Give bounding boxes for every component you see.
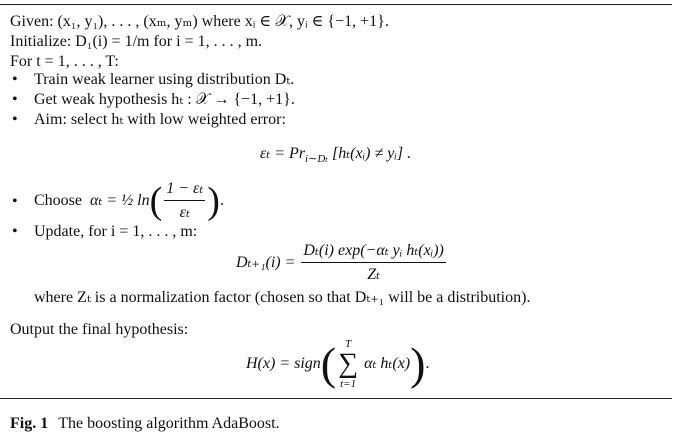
step-bullet-2: • (12, 91, 18, 108)
update-label: Update, for i = 1, . . . , m: (34, 223, 198, 240)
choose-denominator: εₜ (179, 204, 190, 221)
choose-lhs: αₜ = ½ ln (90, 192, 150, 209)
step-train: Train weak learner using distribution Dₜ. (34, 71, 295, 88)
normalization-line: where Zₜ is a normalization factor (chosen so that Dₜ₊₁ will be a distribution). (34, 289, 531, 306)
final-right-paren: ) (410, 338, 426, 389)
error-eq-sub: i∼Dₜ (305, 153, 328, 165)
final-left-paren: ( (320, 338, 337, 389)
choose-numerator: 1 − εₜ (164, 179, 205, 201)
output-line: Output the final hypothesis: (10, 321, 189, 338)
update-numerator: Dₜ(i) exp(−αₜ yᵢ hₜ(xᵢ)) (301, 241, 445, 263)
step-bullet-1: • (12, 71, 18, 88)
final-sum-bottom: t=1 (340, 378, 357, 390)
choose-label: Choose (34, 192, 82, 209)
update-fraction (301, 241, 445, 285)
final-term: αₜ hₜ(x) (364, 355, 411, 372)
error-eq-lhs: εₜ = Pr (260, 145, 306, 162)
error-equation (260, 144, 411, 165)
update-bullet: • (12, 223, 18, 240)
caption-label: Fig. 1 (10, 415, 49, 432)
choose-end: . (219, 192, 224, 209)
choose-bullet: • (12, 193, 18, 210)
update-equation (236, 240, 448, 286)
given-line: Given: (x₁, y₁), . . . , (xₘ, yₘ) where xᵢ ∈ 𝒳, yᵢ ∈ {−1, +1}. (10, 13, 389, 30)
update-denominator: Zₜ (367, 266, 381, 283)
step-aim: Aim: select hₜ with low weighted error: (34, 111, 286, 128)
choose-fraction (164, 179, 205, 223)
step-hypothesis: Get weak hypothesis hₜ : 𝒳 → {−1, +1}. (34, 91, 295, 108)
figure-caption (10, 414, 280, 434)
final-sum (338, 338, 358, 390)
caption-text: The boosting algorithm AdaBoost. (58, 415, 280, 432)
final-end: . (425, 355, 430, 372)
choose-left-paren: ( (149, 180, 163, 222)
final-sum-top: T (345, 338, 352, 350)
initialize-line: Initialize: D₁(i) = 1/m for i = 1, . . . , m. (10, 33, 263, 50)
final-lhs: H(x) = sign (246, 355, 321, 372)
sigma-symbol: ∑ (338, 348, 359, 379)
step-bullet-3: • (12, 111, 18, 128)
final-equation (246, 338, 429, 390)
error-eq-rest: [hₜ(xᵢ) ≠ yᵢ] . (331, 145, 412, 162)
update-lhs: Dₜ₊₁(i) = (236, 254, 296, 271)
choose-line (34, 178, 224, 224)
bottom-rule (0, 398, 672, 399)
loop-line: For t = 1, . . . , T: (10, 53, 119, 70)
top-rule (0, 4, 672, 5)
choose-right-paren: ) (207, 180, 220, 222)
